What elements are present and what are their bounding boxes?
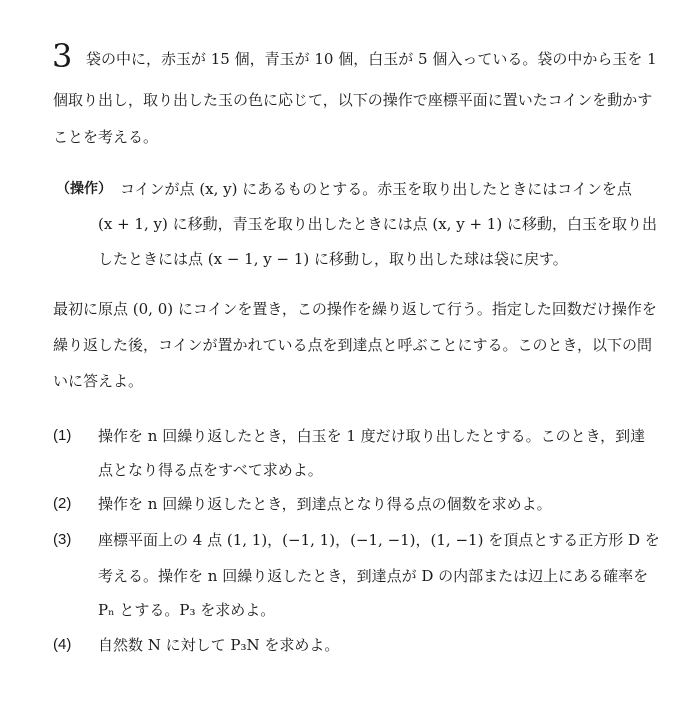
setup-line: 繰り返した後，コインが置かれている点を到達点と呼ぶことにする。このとき，以下の問 [53, 336, 652, 354]
question-line: 操作を n 回繰り返したとき，到達点となり得る点の個数を求めよ。 [98, 495, 552, 513]
intro-line: ことを考える。 [53, 128, 159, 146]
intro-line: 袋の中に，赤玉が 15 個，青玉が 10 個，白玉が 5 個入っている。袋の中から玉を 1 [86, 50, 657, 68]
question-label: (2) [53, 495, 72, 512]
operation-line: (x + 1, y) に移動，青玉を取り出したときには点 (x, y + 1) に移動，白玉を取り出 [98, 215, 657, 233]
setup-line: いに答えよ。 [53, 372, 144, 390]
setup-line: 最初に原点 (0, 0) にコインを置き，この操作を繰り返して行う。指定した回数だけ操作を [53, 300, 657, 318]
question-label: (3) [53, 531, 72, 548]
question-line: 自然数 N に対して P₃N を求めよ。 [98, 636, 340, 654]
operation-line: したときには点 (x − 1, y − 1) に移動し，取り出した球は袋に戻す。 [98, 250, 568, 268]
question-label: (4) [53, 636, 72, 653]
question-line: 操作を n 回繰り返したとき，白玉を 1 度だけ取り出したとする。このとき，到達 [98, 427, 646, 445]
question-line: 点となり得る点をすべて求めよ。 [98, 461, 323, 479]
question-line: Pₙ とする。P₃ を求めよ。 [98, 601, 276, 619]
operation-line: コインが点 (x, y) にあるものとする。赤玉を取り出したときにはコインを点 [120, 180, 632, 198]
operation-label: （操作） [56, 181, 112, 197]
question-line: 考える。操作を n 回繰り返したとき，到達点が D の内部または辺上にある確率を [98, 567, 649, 585]
question-label: (1) [53, 427, 72, 444]
question-line: 座標平面上の 4 点 (1, 1)，(−1, 1)，(−1, −1)，(1, −1) を頂点とする正方形 D を [98, 531, 660, 549]
intro-line: 個取り出し，取り出した玉の色に応じて，以下の操作で座標平面に置いたコインを動かす [53, 91, 653, 109]
problem-number: 3 [52, 37, 73, 75]
